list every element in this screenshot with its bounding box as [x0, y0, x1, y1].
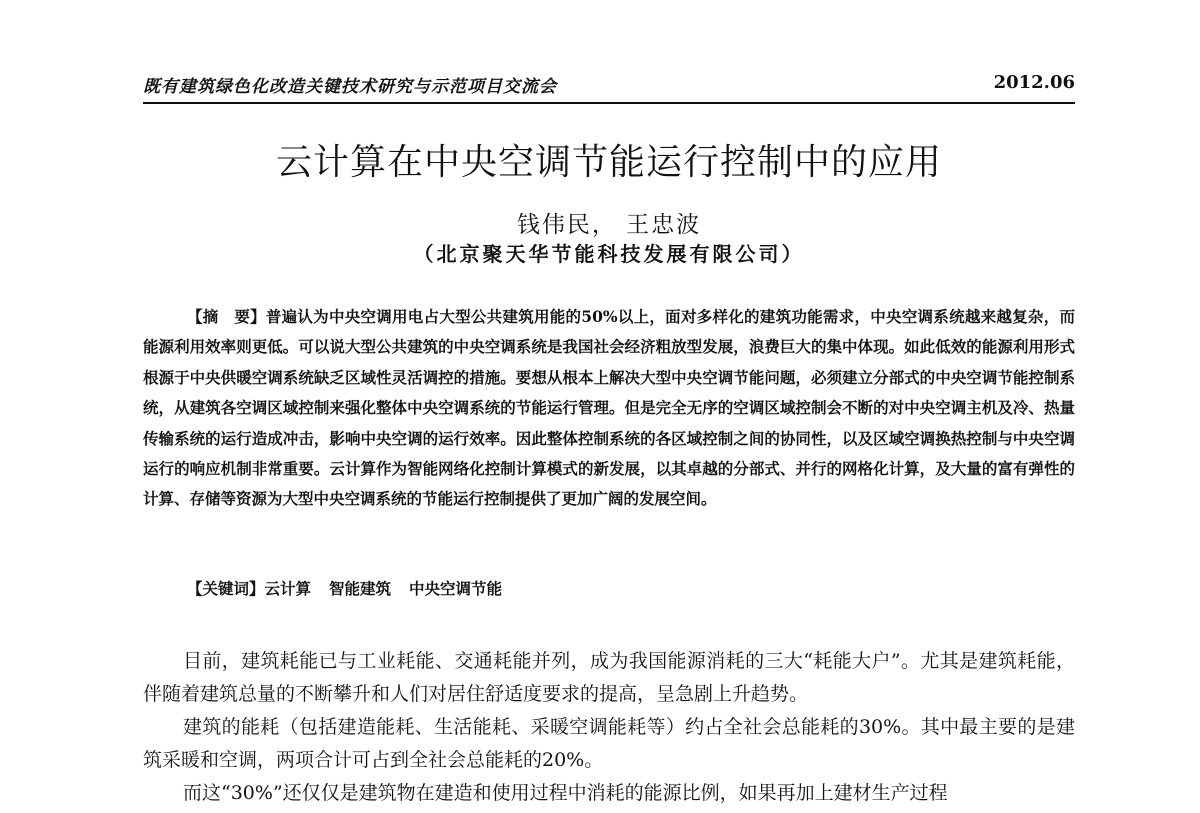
header-date: 2012.06 [993, 72, 1075, 93]
abstract-text: 普遍认为中央空调用电占大型公共建筑用能的50%以上，面对多样化的建筑功能需求，中央空调系统越来越复杂，而能源利用效率则更低。可以说大型公共建筑的中央空调系统是我国社会经济粗放型发展，浪费巨大的集中体现。如此低效的能源利用形式根源于中央供暖空调系统缺乏区域性灵活调控的措施。要想从根本上解决大型中央空调节能问题，必须建立分部式的中央空调节能控制系统，从建筑各空调区域控制来强化整体中央空调系统的节能运行管理。但是完全无序的空调区域控制会不断的对中央空调主机及冷、热量传输系统的运行造成冲击，影响中央空调的运行效率。因此整体控制系统的各区域控制之间的协同性，以及区域空调换热控制与中央空调运行的响应机制非常重要。云计算作为智能网络化控制计算模式的新发展，以其卓越的分部式、并行的网格化计算，及大量的富有弹性的计算、存储等资源为大型中央空调系统的节能运行控制提供了更加广阔的发展空间。 [143, 307, 1075, 509]
abstract-label: 【摘 要】 [187, 307, 266, 326]
header-rule [143, 102, 1075, 104]
body-paragraph: 建筑的能耗（包括建造能耗、生活能耗、采暖空调能耗等）约占全社会总能耗的30%。其中最主要的是建筑采暖和空调，两项合计可占到全社会总能耗的20%。 [143, 716, 1075, 771]
running-header [143, 70, 1075, 102]
paper-affiliation: （北京聚天华节能科技发展有限公司） [413, 242, 805, 266]
body-paragraph: 而这“30%”还仅仅是建筑物在建造和使用过程中消耗的能源比例，如果再加上建材生产过程 [183, 782, 948, 804]
paper-authors: 钱伟民， 王忠波 [516, 212, 702, 238]
body-text [143, 645, 1075, 810]
body-paragraph: 目前，建筑耗能已与工业耗能、交通耗能并列，成为我国能源消耗的三大“耗能大户”。尤其是建筑耗能，伴随着建筑总量的不断攀升和人们对居住舒适度要求的提高，呈急剧上升趋势。 [143, 650, 1075, 705]
keyword-item: 智能建筑 [329, 579, 392, 598]
abstract [143, 302, 1075, 515]
keywords [143, 576, 1075, 602]
keyword-item: 云计算 [264, 579, 312, 598]
paper-title: 云计算在中央空调节能运行控制中的应用 [275, 142, 942, 183]
conference-name: 既有建筑绿色化改造关键技术研究与示范项目交流会 [143, 77, 557, 97]
keyword-item: 中央空调节能 [409, 579, 503, 598]
keywords-label: 【关键词】 [187, 579, 265, 598]
